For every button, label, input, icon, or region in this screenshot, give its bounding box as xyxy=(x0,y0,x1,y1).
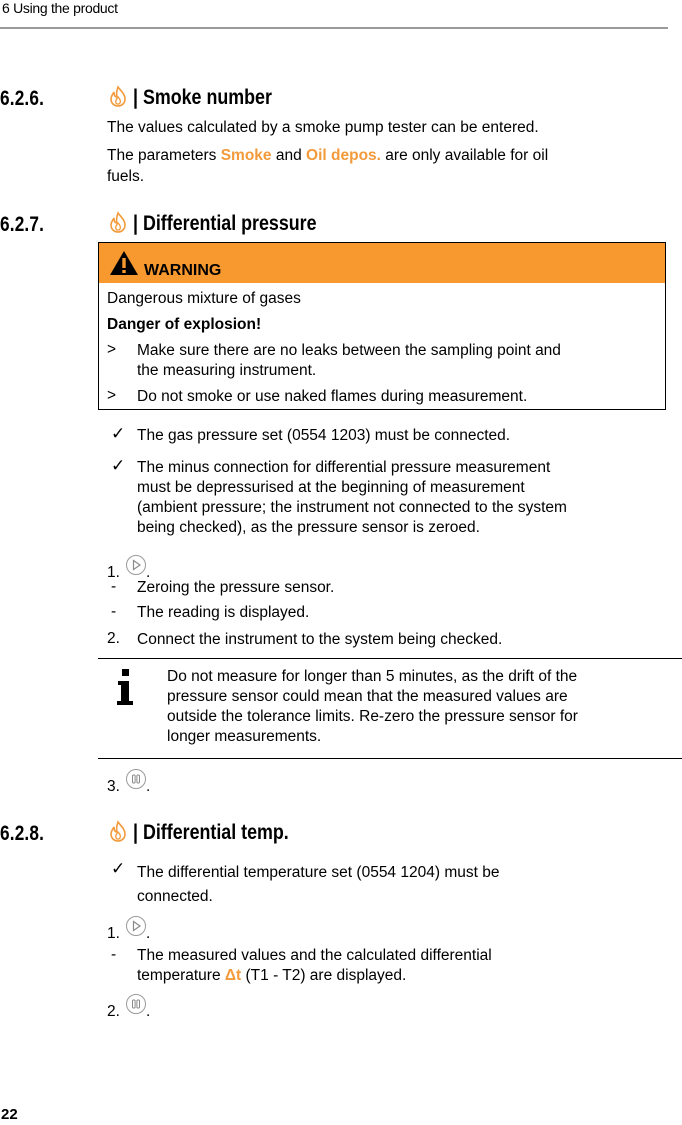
warning-box xyxy=(98,242,666,410)
step-result: The reading is displayed. xyxy=(137,604,310,621)
result-dash: - xyxy=(111,578,117,595)
requirement: The minus connection for differential pressure measurement must be depressurised at the beginning of measurement (ambient pressure; the instrument not connected to the system being checked), as the pressure sensor is zeroed. xyxy=(137,459,567,536)
section-number-626: 6.2.6. xyxy=(0,87,45,110)
info-icon xyxy=(115,669,135,707)
warning-header xyxy=(99,243,665,283)
section-number-627: 6.2.7. xyxy=(0,213,45,236)
check-icon: ✓ xyxy=(111,456,126,475)
result-dash: - xyxy=(111,603,117,620)
start-button-icon xyxy=(126,555,146,575)
step-1: 1. . xyxy=(107,916,150,943)
pause-button-icon xyxy=(126,769,146,789)
flame-icon xyxy=(107,85,129,107)
warning-bullet: Make sure there are no leaks between the sampling point and the measuring instrument. xyxy=(137,342,561,379)
warning-bullet: Do not smoke or use naked flames during measurement. xyxy=(137,388,528,405)
paragraph: The values calculated by a smoke pump tester can be entered. xyxy=(107,119,539,136)
step-result: The measured values and the calculated differential temperature Δt (T1 - T2) are displayed. xyxy=(137,947,492,984)
running-header: 6 Using the product xyxy=(2,0,118,16)
flame-icon xyxy=(107,820,129,842)
pause-button-icon xyxy=(126,994,146,1014)
section-title-627: | Differential pressure xyxy=(107,211,349,236)
warning-triangle-icon xyxy=(109,249,139,277)
warning-danger: Danger of explosion! xyxy=(107,316,262,333)
info-note xyxy=(98,658,682,759)
page-number: 22 xyxy=(1,1106,18,1123)
check-icon: ✓ xyxy=(111,859,126,878)
param-oil-depos: Oil depos. xyxy=(306,147,381,164)
step-2-number: 2. xyxy=(107,630,120,647)
step-3: 3. . xyxy=(107,769,150,796)
requirement: The gas pressure set (0554 1203) must be connected. xyxy=(137,427,511,444)
start-button-icon xyxy=(126,916,146,936)
paragraph: The parameters Smoke and Oil depos. are only available for oil xyxy=(107,147,549,164)
info-text: Do not measure for longer than 5 minutes, as the drift of the pressure sensor could mean that the measured values are outside the tolerance limits. Re-zero the pressure sensor for longer measurements. xyxy=(167,668,578,745)
param-smoke: Smoke xyxy=(220,147,272,164)
section-number-628: 6.2.8. xyxy=(0,822,45,845)
step-2-text: Connect the instrument to the system being checked. xyxy=(137,631,503,648)
paragraph: fuels. xyxy=(107,168,145,185)
bullet-marker: > xyxy=(107,387,117,404)
result-dash: - xyxy=(111,946,117,963)
flame-icon xyxy=(107,211,129,233)
section-title-626: | Smoke number xyxy=(107,85,296,110)
check-icon: ✓ xyxy=(111,424,126,443)
step-1: 1. . xyxy=(107,555,150,582)
step-2: 2. . xyxy=(107,994,150,1021)
warning-text: Dangerous mixture of gases xyxy=(107,290,301,307)
header-divider xyxy=(0,27,668,29)
requirement: The differential temperature set (0554 1204) must be connected. xyxy=(137,864,500,905)
section-title-628: | Differential temp. xyxy=(107,820,316,845)
step-result: Zeroing the pressure sensor. xyxy=(137,579,335,596)
delta-t: Δt xyxy=(224,967,242,984)
bullet-marker: > xyxy=(107,341,117,358)
warning-label: WARNING xyxy=(144,262,222,279)
